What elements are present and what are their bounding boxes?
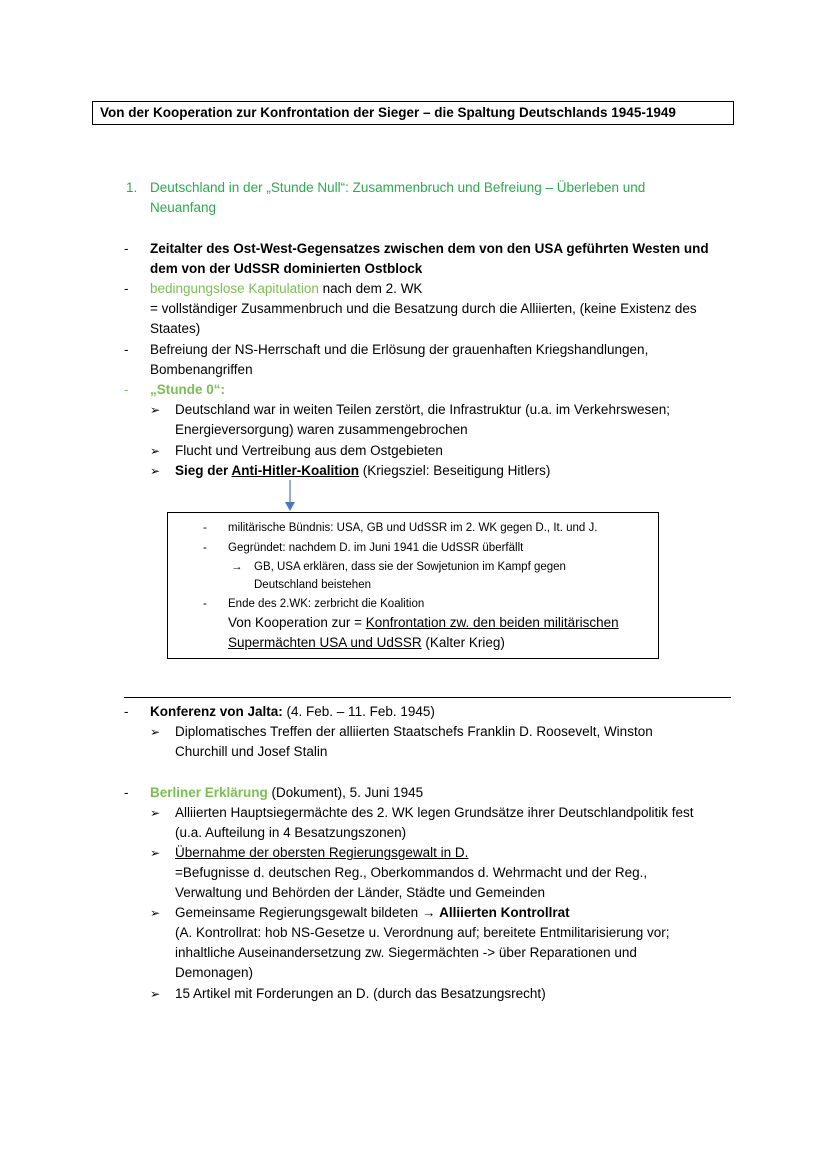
sub-bullet-icon: ➢: [150, 906, 161, 920]
dash-marker: -: [124, 241, 129, 256]
dash-marker: -: [203, 522, 207, 534]
dash-marker: -: [124, 342, 129, 357]
box-item: militärische Bündnis: USA, GB und UdSSR im 2. WK gegen D., It. und J.: [228, 522, 598, 534]
text-run: Anti-Hitler-Koalition: [231, 463, 360, 478]
divider: [124, 697, 731, 698]
sub-bullet-text: (u.a. Aufteilung in 4 Besatzungszonen): [175, 825, 407, 840]
text-run: (4. Feb. – 11. Feb. 1945): [282, 704, 435, 719]
sub-bullet-text: [175, 461, 550, 481]
sub-bullet-text: Churchill und Josef Stalin: [175, 744, 328, 759]
section-heading-text: Deutschland in der „Stunde Null“: Zusammenbruch und Befreiung – Überleben und Neuanfang: [150, 180, 646, 215]
arrow-right-icon: →: [421, 905, 436, 920]
dash-marker: -: [124, 785, 129, 800]
sub-bullet-text: Energieversorgung) waren zusammengebrochen: [175, 422, 468, 437]
bullet-text: Staates): [150, 321, 201, 336]
dash-marker: -: [124, 382, 129, 397]
highlight-term: bedingungslose Kapitulation: [150, 281, 319, 296]
text-run: Sieg der: [175, 463, 232, 478]
sub-bullet-icon: ➢: [150, 987, 161, 1001]
sub-bullet-text: Diplomatisches Treffen der alliierten Staatschefs Franklin D. Roosevelt, Winston: [175, 724, 653, 739]
arrow-right-icon: →: [231, 561, 243, 573]
text-run: Alliierten Kontrollrat: [439, 905, 570, 920]
box-item: Ende des 2.WK: zerbricht die Koalition: [228, 598, 425, 610]
bullet-text: Bombenangriffen: [150, 362, 253, 377]
sub-bullet-icon: ➢: [150, 725, 161, 739]
sub-bullet-text: inhaltliche Auseinandersetzung zw. Siegermächten -> über Reparationen und: [175, 945, 637, 960]
sub-bullet-icon: ➢: [150, 806, 161, 820]
dash-marker: -: [203, 598, 207, 610]
sub-bullet-text: Alliierten Hauptsiegermächte des 2. WK legen Grundsätze ihrer Deutschlandpolitik fest: [175, 805, 694, 820]
bullet-text: dem von der UdSSR dominierten Ostblock: [150, 261, 423, 276]
sub-bullet-text: 15 Artikel mit Forderungen an D. (durch das Besatzungsrecht): [175, 986, 546, 1001]
bullet-text: Befreiung der NS-Herrschaft und die Erlösung der grauenhaften Kriegshandlungen,: [150, 342, 649, 357]
sub-bullet-text: Verwaltung und Behörden der Länder, Städte und Gemeinden: [175, 885, 546, 900]
text-run: Gemeinsame Regierungsgewalt bildeten: [175, 905, 422, 920]
bullet-label: „Stunde 0“:: [150, 382, 226, 397]
sub-bullet-icon: ➢: [150, 403, 161, 417]
sub-bullet-text: Flucht und Vertreibung aus dem Ostgebieten: [175, 443, 443, 458]
sub-bullet-text: Deutschland war in weiten Teilen zerstört, die Infrastruktur (u.a. im Verkehrswesen;: [175, 402, 670, 417]
section-heading-1: [126, 178, 706, 218]
sub-bullet-text: Demonagen): [175, 965, 254, 980]
box-conclusion: [228, 613, 619, 633]
box-item: Gegründet: nachdem D. im Juni 1941 die UdSSR überfällt: [228, 542, 524, 554]
text-run: (Dokument), 5. Juni 1945: [267, 785, 424, 800]
bullet-text: [150, 279, 422, 299]
text-run: nach dem 2. WK: [318, 281, 423, 296]
bullet-text: Zeitalter des Ost-West-Gegensatzes zwischen dem von den USA geführten Westen und: [150, 241, 709, 256]
bullet-text: [150, 702, 435, 722]
sub-bullet-text: (A. Kontrollrat: hob NS-Gesetze u. Verordnung auf; bereitete Entmilitarisierung vor;: [175, 925, 670, 940]
bullet-text: [150, 783, 423, 803]
dash-marker: -: [124, 704, 129, 719]
text-run: Konfrontation zw. den beiden militärischen: [365, 615, 619, 630]
section-number: 1.: [126, 180, 138, 195]
sub-bullet-icon: ➢: [150, 846, 161, 860]
highlight-term: Berliner Erklärung: [150, 785, 268, 800]
box-conclusion: [228, 633, 505, 653]
sub-bullet-text: [175, 903, 570, 923]
arrow-down-icon: [284, 480, 296, 512]
sub-bullet-icon: ➢: [150, 464, 161, 478]
box-sub-item: Deutschland beistehen: [254, 579, 371, 591]
text-run: Von Kooperation zur =: [228, 615, 366, 630]
text-run: Konferenz von Jalta:: [150, 704, 283, 719]
dash-marker: -: [203, 542, 207, 554]
sub-bullet-text: Übernahme der obersten Regierungsgewalt in D.: [175, 845, 469, 860]
text-run: (Kriegsziel: Beseitigung Hitlers): [359, 463, 551, 478]
document-title: Von der Kooperation zur Konfrontation der Sieger – die Spaltung Deutschlands 1945-1949: [92, 101, 734, 125]
text-run: Supermächten USA und UdSSR: [228, 635, 422, 650]
dash-marker: -: [124, 281, 129, 296]
sub-bullet-icon: ➢: [150, 444, 161, 458]
sub-bullet-text: =Befugnisse d. deutschen Reg., Oberkommandos d. Wehrmacht und der Reg.,: [175, 865, 648, 880]
text-run: (Kalter Krieg): [421, 635, 505, 650]
bullet-text: = vollständiger Zusammenbruch und die Besatzung durch die Alliierten, (keine Existenz des: [150, 301, 697, 316]
box-sub-item: GB, USA erklären, dass sie der Sowjetunion im Kampf gegen: [254, 561, 566, 573]
